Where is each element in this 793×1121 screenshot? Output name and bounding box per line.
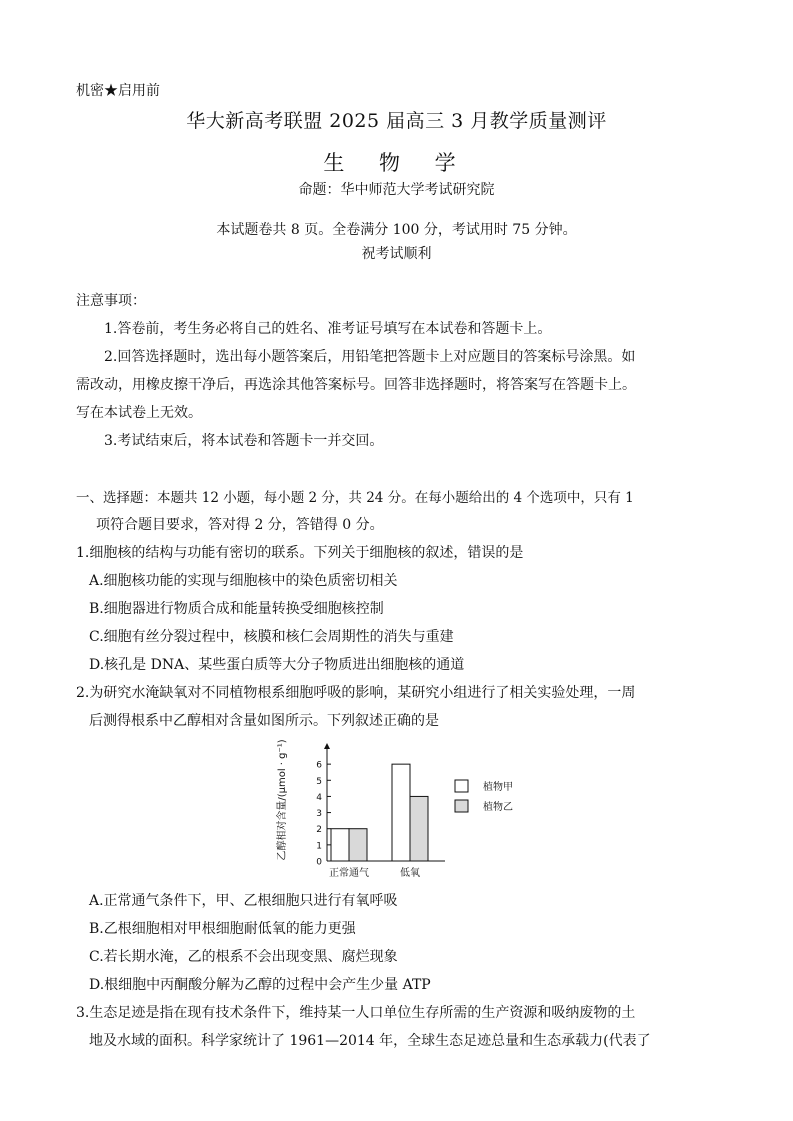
y-axis-arrow xyxy=(324,743,330,749)
bar xyxy=(410,796,428,861)
y-tick-label: 5 xyxy=(316,776,322,787)
y-tick-label: 4 xyxy=(316,792,322,803)
question-1-option-d: D.核孔是 DNA、某些蛋白质等大分子物质进出细胞核的通道 xyxy=(89,657,465,673)
chart-y-ticks xyxy=(316,761,331,868)
question-1-option-a: A.细胞核功能的实现与细胞核中的染色质密切相关 xyxy=(89,573,398,589)
bar xyxy=(331,829,349,861)
note-item-3: 3.考试结束后，将本试卷和答题卡一并交回。 xyxy=(104,433,384,449)
question-1-option-c: C.细胞有丝分裂过程中，核膜和核仁会周期性的消失与重建 xyxy=(89,629,454,645)
x-category-label: 正常通气 xyxy=(329,868,369,879)
subject-title: 生 物 学 xyxy=(323,151,470,175)
question-2-option-b: B.乙根细胞相对甲根细胞耐低氧的能力更强 xyxy=(89,921,356,937)
question-3-stem-line-1: 3.生态足迹是指在现有技术条件下，维持某一人口单位生存所需的生产资源和吸纳废物的土 xyxy=(76,1005,636,1021)
question-2-option-d: D.根细胞中丙酮酸分解为乙醇的过程中会产生少量 ATP xyxy=(89,977,431,993)
question-3-stem-line-2: 地及水域的面积。科学家统计了 1961—2014 年，全球生态足迹总量和生态承载力(代表了 xyxy=(89,1033,651,1049)
y-tick-label: 2 xyxy=(316,825,322,836)
y-tick-label: 3 xyxy=(316,809,322,820)
question-2-stem-line-1: 2.为研究水淹缺氧对不同植物根系细胞呼吸的影响，某研究小组进行了相关实验处理，一周 xyxy=(76,685,636,701)
ethanol-bar-chart xyxy=(265,730,545,882)
y-tick-label: 6 xyxy=(316,760,322,771)
chart-legend xyxy=(455,780,513,813)
notes-heading: 注意事项： xyxy=(76,293,146,309)
y-tick-label: 1 xyxy=(316,841,322,852)
chart-bars xyxy=(331,764,428,861)
bar xyxy=(349,829,367,861)
confidential-label: 机密★启用前 xyxy=(76,83,160,99)
x-category-label: 低氧 xyxy=(400,868,420,879)
question-2-stem-line-2: 后测得根系中乙醇相对含量如图所示。下列叙述正确的是 xyxy=(89,713,439,729)
chart-x-labels xyxy=(329,866,420,879)
legend-swatch xyxy=(455,800,468,812)
y-tick-label: 0 xyxy=(316,857,322,868)
note-item-2-line-2: 需改动，用橡皮擦干净后，再选涂其他答案标号。回答非选择题时，将答案写在答题卡上。 xyxy=(76,377,636,393)
legend-label: 植物甲 xyxy=(483,782,513,793)
section-1-heading: 一、选择题：本题共 12 小题，每小题 2 分，共 24 分。在每小题给出的 4 个选项中，只有 1 xyxy=(76,490,634,506)
legend-label: 植物乙 xyxy=(483,802,513,813)
question-2-option-a: A.正常通气条件下，甲、乙根细胞只进行有氧呼吸 xyxy=(89,893,398,909)
note-item-2-line-3: 写在本试卷上无效。 xyxy=(76,405,202,421)
note-item-1: 1.答卷前，考生务必将自己的姓名、准考证号填写在本试卷和答题卡上。 xyxy=(104,321,552,337)
author-line: 命题：华中师范大学考试研究院 xyxy=(298,182,495,198)
note-item-2-line-1: 2.回答选择题时，选出每小题答案后，用铅笔把答题卡上对应题目的答案标号涂黑。如 xyxy=(104,349,636,365)
question-2-option-c: C.若长期水淹，乙的根系不会出现变黑、腐烂现象 xyxy=(89,949,398,965)
exam-title: 华大新高考联盟 2025 届高三 3 月教学质量测评 xyxy=(186,110,607,132)
good-luck-line: 祝考试顺利 xyxy=(361,246,432,262)
exam-info: 本试题卷共 8 页。全卷满分 100 分，考试用时 75 分钟。 xyxy=(216,222,577,238)
bar xyxy=(392,764,410,861)
question-1-stem: 1.细胞核的结构与功能有密切的联系。下列关于细胞核的叙述，错误的是 xyxy=(76,545,524,561)
chart-y-axis-label: 乙醇相对含量/(μmol · g⁻¹) xyxy=(277,739,288,861)
question-1-option-b: B.细胞器进行物质合成和能量转换受细胞核控制 xyxy=(89,601,384,617)
legend-swatch xyxy=(455,780,468,792)
section-1-heading-cont: 项符合题目要求，答对得 2 分，答错得 0 分。 xyxy=(96,517,384,533)
